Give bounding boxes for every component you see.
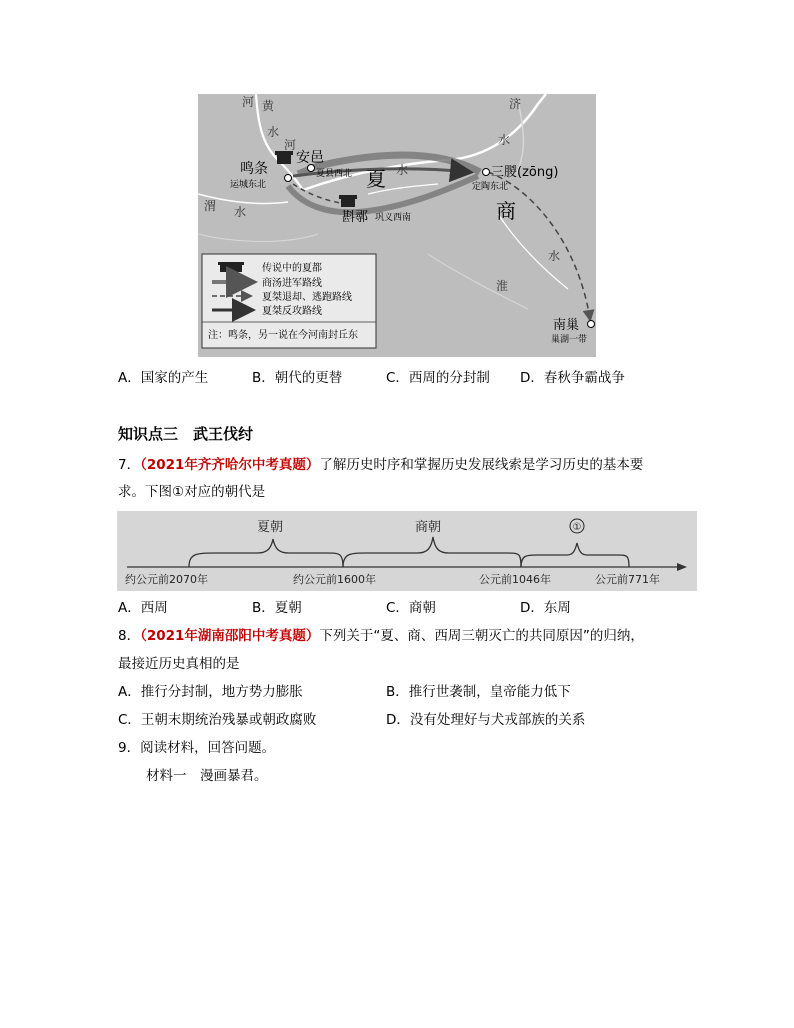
place-nanchao-sub: 巢湖一带 <box>551 335 588 345</box>
tick-label-2070bc: 约公元前2070年 <box>125 573 208 586</box>
place-sanzong-sub: 定陶东北 <box>472 182 509 192</box>
place-anyi-sub: 夏县西北 <box>316 169 353 179</box>
place-anyi: 安邑 <box>296 150 324 166</box>
tick-label-771bc: 公元前771年 <box>595 573 660 586</box>
bracket-label-shang: 商朝 <box>415 520 442 535</box>
bracket-label-1: ① <box>572 522 582 533</box>
place-nanchao: 南巢 <box>553 318 580 333</box>
place-sanzong: 三朡(zōng) <box>491 165 559 180</box>
place-mingtiao: 鸣条 <box>240 161 268 177</box>
river-label-he2: 河 <box>284 138 297 152</box>
q8-option-d: D．没有处理好与犬戎部族的关系 <box>386 712 586 728</box>
q8-option-b: B．推行世袭制，皇帝能力低下 <box>386 684 571 700</box>
capital-icon <box>218 262 244 272</box>
q7-option-b: B．夏朝 <box>252 600 302 616</box>
river-label-wei: 渭 <box>204 199 217 213</box>
q6-option-b: B．朝代的更替 <box>252 370 343 386</box>
q8-line-1 <box>118 626 644 646</box>
q8-text-2: 最接近历史真相的是 <box>118 656 240 672</box>
nanchao-marker <box>588 321 595 328</box>
place-mingtiao-sub: 运城东北 <box>230 180 267 190</box>
legend-note: 注：鸣条，另一说在今河南封丘东 <box>208 330 358 341</box>
river-label-shui-right: 水 <box>548 249 561 263</box>
state-shang: 商 <box>496 199 516 223</box>
place-zhenxun-sub: 巩义西南 <box>375 213 412 223</box>
q7-option-d: D．东周 <box>520 600 571 616</box>
xia-shang-war-map <box>198 94 596 357</box>
q7-option-c: C．商朝 <box>386 600 436 616</box>
q6-option-d: D．春秋争霸战争 <box>520 370 625 386</box>
q8-number: 8． <box>118 628 141 644</box>
mingtiao-marker <box>285 175 292 182</box>
legend-label-xia-retreat: 夏桀退却、逃跑路线 <box>262 292 352 303</box>
place-zhenxun: 斟鄩 <box>342 210 369 225</box>
river-label-shui-he: 水 <box>267 125 280 139</box>
tick-label-1600bc: 约公元前1600年 <box>293 573 376 586</box>
sanzong-marker <box>483 169 490 176</box>
river-label-ji: 济 <box>509 97 522 111</box>
river-label-shui-wei: 水 <box>234 205 247 219</box>
section-title: 知识点三 武王伐纣 <box>118 425 254 443</box>
q9-material: 材料一 漫画暴君。 <box>146 768 268 784</box>
q8-option-a: A．推行分封制，地方势力膨胀 <box>118 684 303 700</box>
anyi-capital-icon <box>275 151 293 164</box>
state-xia: 夏 <box>366 167 386 191</box>
q7-line-1 <box>118 455 643 475</box>
bracket-label-xia: 夏朝 <box>257 520 284 535</box>
q8-source: （2021年湖南邵阳中考真题） <box>140 628 320 644</box>
dynasty-timeline <box>117 511 697 591</box>
zhenxun-capital-icon <box>339 195 357 207</box>
map-legend <box>202 254 376 348</box>
q8-option-c: C．王朝末期统治残暴或朝政腐败 <box>118 712 317 728</box>
legend-label-shang-route: 商汤进军路线 <box>262 278 322 289</box>
q8-text-1: 下列关于“夏、商、西周三朝灭亡的共同原因”的归纳， <box>319 628 644 644</box>
river-label-he1: 河 <box>242 95 255 109</box>
q9-text: 9．阅读材料，回答问题。 <box>118 740 276 756</box>
river-label-huang: 黄 <box>262 99 275 113</box>
river-label-shui-center: 水 <box>396 163 409 177</box>
q6-option-c: C．西周的分封制 <box>386 370 490 386</box>
q7-text-2: 求。下图①对应的朝代是 <box>118 484 266 500</box>
q7-number: 7． <box>118 457 141 473</box>
q6-option-a: A．国家的产生 <box>118 370 209 386</box>
tick-label-1046bc: 公元前1046年 <box>479 573 551 586</box>
q7-text-1: 了解历史时序和掌握历史发展线索是学习历史的基本要 <box>319 457 644 473</box>
river-label-huai: 淮 <box>496 279 509 293</box>
legend-label-xia-counter: 夏桀反攻路线 <box>262 306 322 317</box>
q7-source: （2021年齐齐哈尔中考真题） <box>140 457 320 473</box>
legend-label-capital: 传说中的夏都 <box>262 263 322 274</box>
river-label-shui-ji: 水 <box>498 133 511 147</box>
q7-option-a: A．西周 <box>118 600 168 616</box>
